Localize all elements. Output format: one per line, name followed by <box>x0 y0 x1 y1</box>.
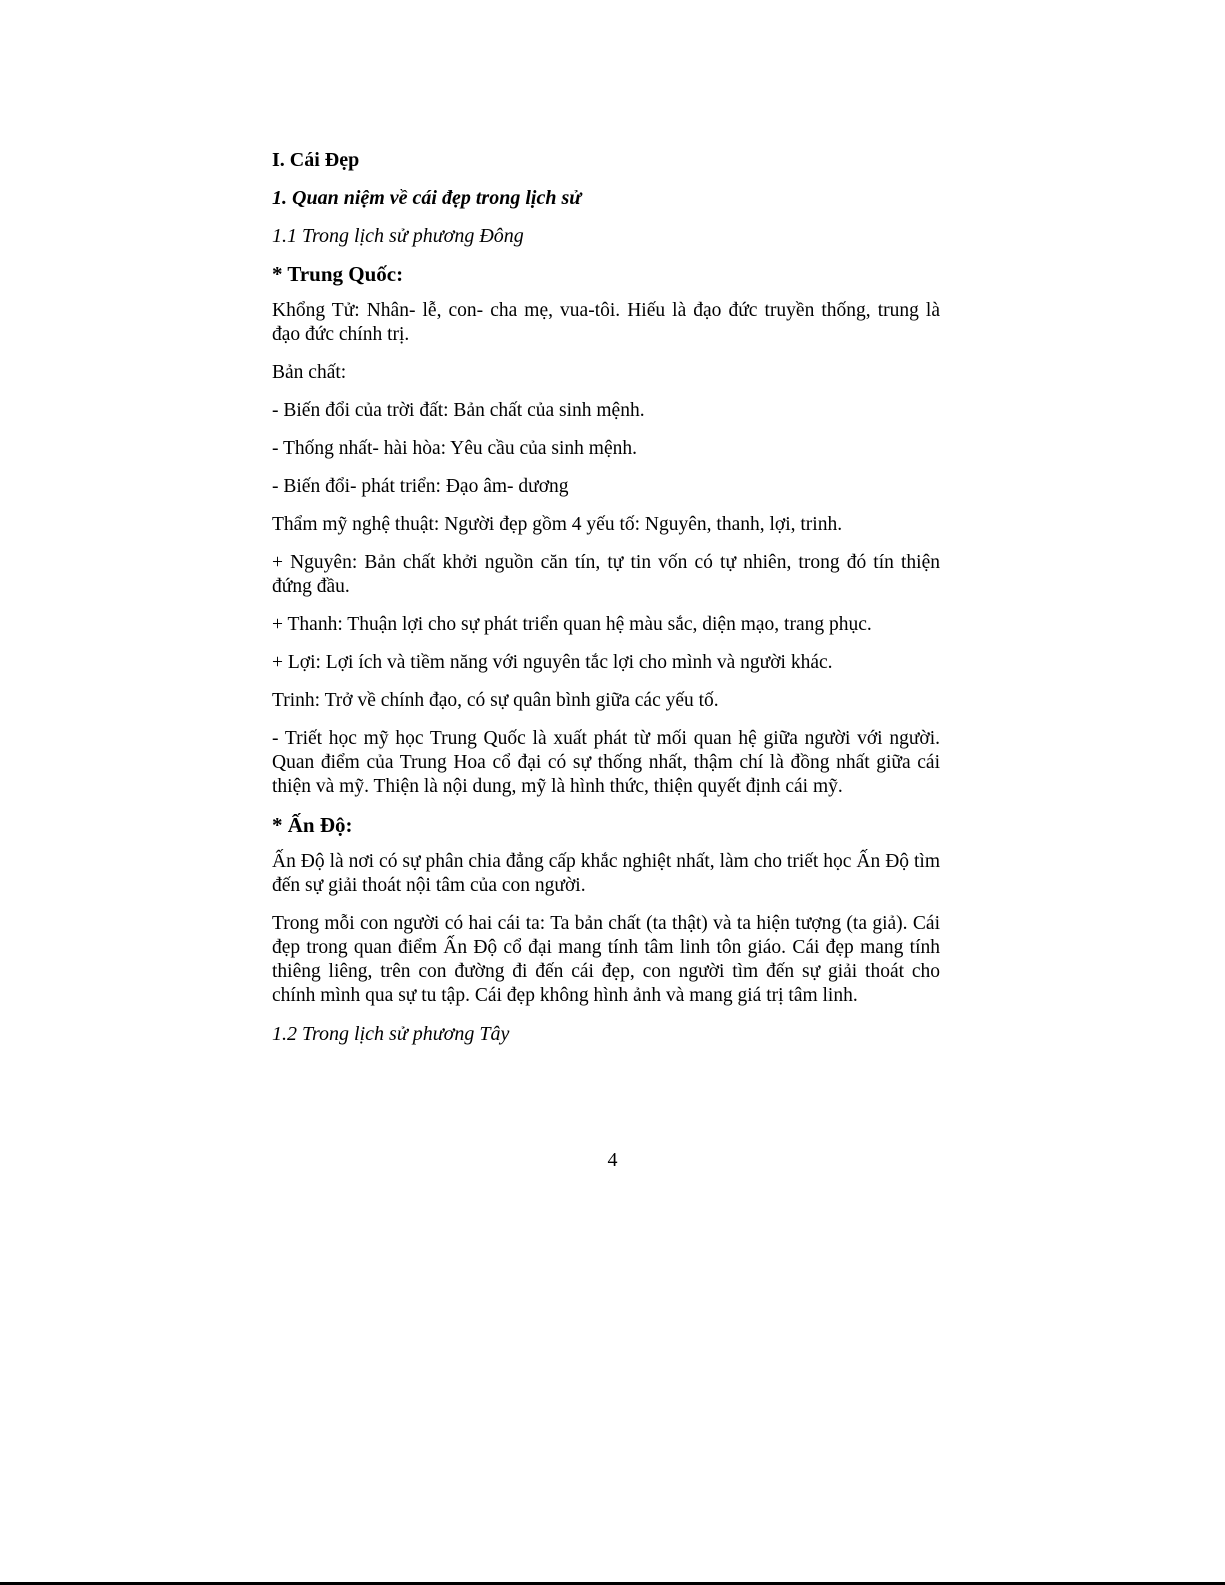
india-heading: * Ấn Độ: <box>272 813 353 837</box>
subsection-title: 1. Quan niệm về cái đẹp trong lịch sử <box>272 187 582 209</box>
essence-label: Bản chất: <box>272 362 347 383</box>
india-paragraph-2: Trong mỗi con người có hai cái ta: Ta bản chất (ta thật) và ta hiện tượng (ta giả). Cái đẹp trong quan điểm Ấn Độ cổ đại mang tính tâm linh tôn giáo. Cái đẹp mang tính thiêng liêng, trên con đường đi đến cái đẹp, con người tìm đến sự giải thoát cho chính mình qua sự tu tập. Cái đẹp không hình ảnh và mang giá trị tâm linh. <box>272 913 940 1006</box>
essence-item: - Biến đổi của trời đất: Bản chất của sinh mệnh. <box>272 400 645 421</box>
east-heading: 1.1 Trong lịch sử phương Đông <box>272 225 524 247</box>
india-paragraph-1: Ấn Độ là nơi có sự phân chia đẳng cấp khắc nghiệt nhất, làm cho triết học Ấn Độ tìm đến sự giải thoát nội tâm của con người. <box>272 851 940 896</box>
page-body <box>272 148 940 1046</box>
philosophy-paragraph: - Triết học mỹ học Trung Quốc là xuất phát từ mối quan hệ giữa người với người. Quan điểm của Trung Hoa cổ đại có sự thống nhất, thậm chí là đồng nhất giữa cái thiện và mỹ. Thiện là nội dung, mỹ là hình thức, thiện quyết định cái mỹ. <box>272 728 940 797</box>
section-title: I. Cái Đẹp <box>272 149 360 171</box>
page-number: 4 <box>607 1149 618 1171</box>
confucius-paragraph: Khổng Tử: Nhân- lễ, con- cha mẹ, vua-tôi. Hiếu là đạo đức truyền thống, trung là đạo đức chính trị. <box>272 300 940 345</box>
west-heading: 1.2 Trong lịch sử phương Tây <box>272 1023 510 1045</box>
thanh-paragraph: + Thanh: Thuận lợi cho sự phát triển quan hệ màu sắc, diện mạo, trang phục. <box>272 614 872 635</box>
aesthetics-paragraph: Thẩm mỹ nghệ thuật: Người đẹp gồm 4 yếu tố: Nguyên, thanh, lợi, trinh. <box>272 514 843 535</box>
nguyen-paragraph: + Nguyên: Bản chất khởi nguồn căn tín, tự tin vốn có tự nhiên, trong đó tín thiện đứng đầu. <box>272 552 940 597</box>
loi-paragraph: + Lợi: Lợi ích và tiềm năng với nguyên tắc lợi cho mình và người khác. <box>272 652 833 673</box>
essence-item: - Biến đổi- phát triển: Đạo âm- dương <box>272 476 569 497</box>
essence-item: - Thống nhất- hài hòa: Yêu cầu của sinh mệnh. <box>272 438 637 459</box>
trinh-paragraph: Trinh: Trở về chính đạo, có sự quân bình giữa các yếu tố. <box>272 690 719 711</box>
china-heading: * Trung Quốc: <box>272 262 404 286</box>
